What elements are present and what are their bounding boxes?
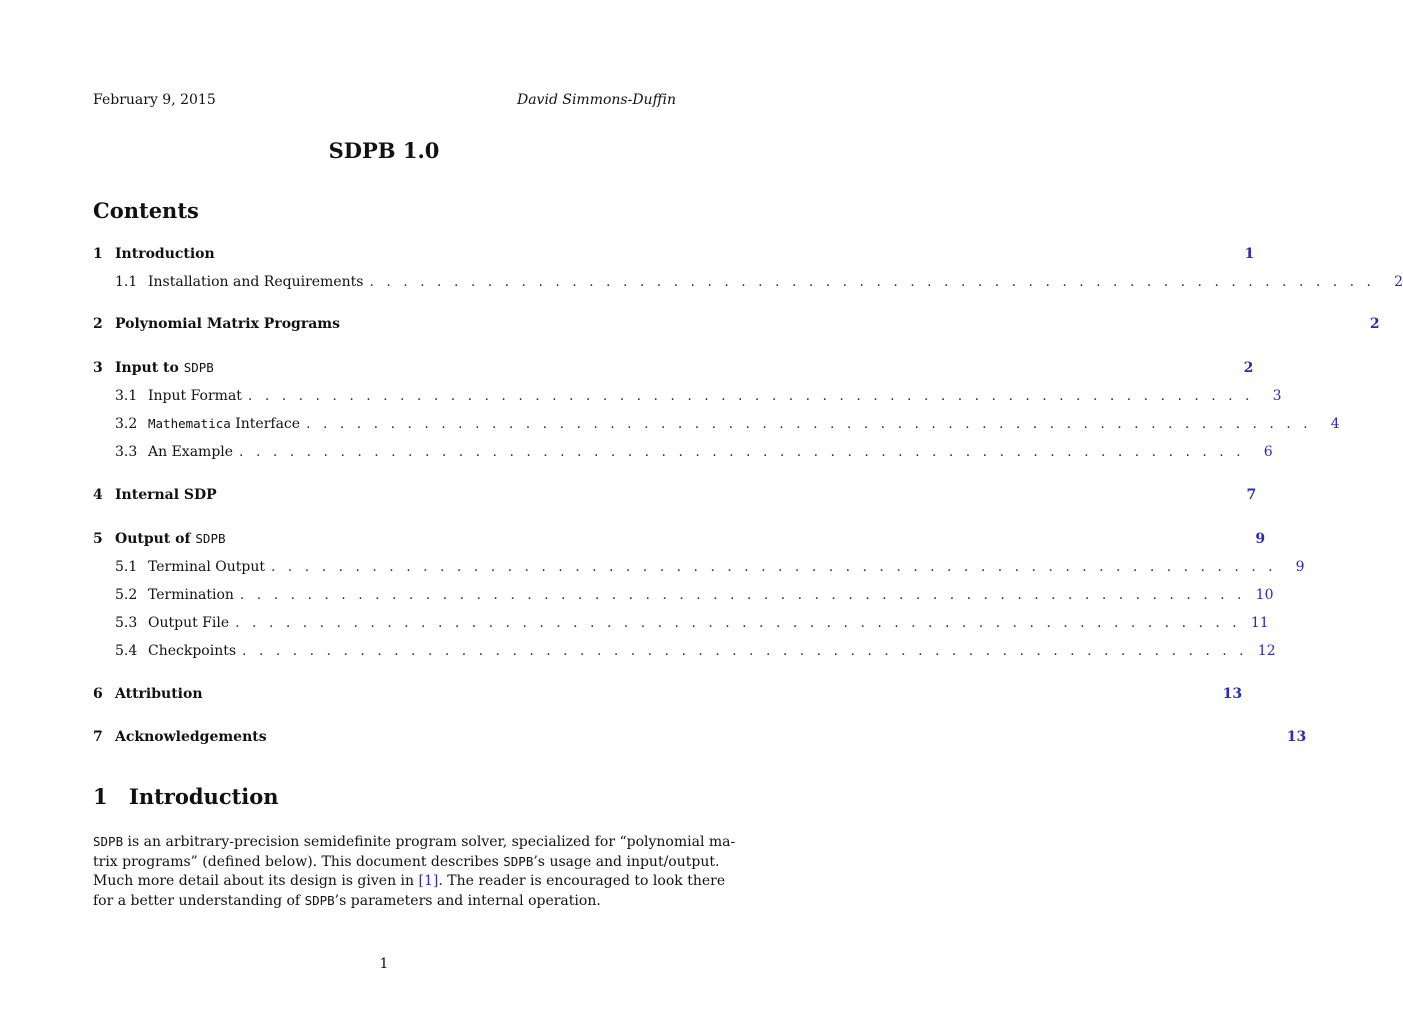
- toc-leader-dots: . . . . . . . . . . . . . . . . . . . . . . . . . . . . . . . . . . . . . . . . . . . . . . . . . . . . . . . . . . . .: [235, 615, 1241, 631]
- paragraph-line: [93, 891, 677, 911]
- contents-heading: Contents: [93, 198, 199, 223]
- toc-title-text: Polynomial Matrix Programs: [115, 316, 340, 332]
- toc-title: [148, 615, 229, 631]
- text-span: trix programs” (defined below). This document describes: [93, 854, 504, 870]
- toc-title-text: Installation and Requirements: [148, 274, 364, 290]
- toc-title-text: Checkpoints: [148, 643, 237, 659]
- toc-number: 3.1: [115, 388, 138, 404]
- toc-title-text: Interface: [230, 416, 301, 432]
- paragraph-line: [93, 852, 720, 872]
- section-number: 1: [93, 784, 108, 809]
- toc-page-link[interactable]: 9: [1295, 559, 1305, 575]
- toc-number: 1.1: [115, 274, 138, 290]
- toc-number: 1: [93, 246, 103, 262]
- toc-title-text: Terminal Output: [148, 559, 265, 575]
- toc-leader-dots: . . . . . . . . . . . . . . . . . . . . . . . . . . . . . . . . . . . . . . . . . . . . . . . . . . . . . . . . . . . .: [239, 587, 1246, 603]
- text-span: is an arbitrary-precision semidefinite program solver, specialized for “polynomial ma-: [123, 834, 736, 850]
- toc-title: [148, 444, 233, 460]
- toc-leader-dots: . . . . . . . . . . . . . . . . . . . . . . . . . . . . . . . . . . . . . . . . . . . . . . . . . . . . . . . . . . . .: [242, 643, 1248, 659]
- toc-title-text: Introduction: [115, 246, 215, 262]
- toc-leader-dots: . . . . . . . . . . . . . . . . . . . . . . . . . . . . . . . . . . . . . . . . . . . . . . . . . . . . . . . . . . . .: [369, 274, 1376, 290]
- toc-entry-5-3[interactable]: [93, 615, 1269, 637]
- page-number: 1: [379, 956, 389, 972]
- toc-title: [148, 587, 234, 603]
- toc-title: [148, 416, 300, 432]
- toc-leader-dots: . . . . . . . . . . . . . . . . . . . . . . . . . . . . . . . . . . . . . . . . . . . . . . . . . . . . . . . . . . . .: [239, 444, 1245, 460]
- header-author: David Simmons-Duffin: [516, 92, 676, 108]
- toc-title-text: Acknowledgements: [115, 729, 267, 745]
- toc-entry-3[interactable]: [93, 360, 1254, 382]
- toc-number: 3.2: [115, 416, 138, 432]
- toc-entry-2[interactable]: [93, 316, 1380, 338]
- toc-title-text: An Example: [148, 444, 234, 460]
- toc-page-link[interactable]: 12: [1257, 643, 1276, 659]
- toc-entry-5-1[interactable]: [93, 559, 1305, 581]
- toc-title: [148, 643, 236, 659]
- toc-leader-dots: . . . . . . . . . . . . . . . . . . . . . . . . . . . . . . . . . . . . . . . . . . . . . . . . . . . . . . . . . . . .: [247, 388, 1254, 404]
- toc-title-mono: Mathematica: [148, 416, 231, 431]
- toc-title-text: Input to: [115, 360, 184, 376]
- citation-link[interactable]: [1]: [418, 873, 439, 889]
- toc-page-link[interactable]: 2: [1369, 316, 1380, 332]
- toc-page-link[interactable]: 2: [1394, 274, 1403, 290]
- toc-number: 6: [93, 686, 103, 702]
- toc-title: [115, 729, 267, 745]
- toc-entry-5-4[interactable]: [93, 643, 1276, 665]
- toc-page-link[interactable]: 3: [1272, 388, 1282, 404]
- toc-entry-3-3[interactable]: [93, 444, 1273, 466]
- toc-title-mono: SDPB: [183, 360, 214, 375]
- toc-entry-1[interactable]: [93, 246, 1255, 268]
- sdpb-mono-text: SDPB: [93, 834, 124, 849]
- section-title: Introduction: [129, 784, 279, 809]
- toc-entry-5-2[interactable]: [93, 587, 1274, 609]
- toc-title-text: Output of: [115, 531, 196, 547]
- toc-title: [115, 360, 214, 376]
- text-span: Much more detail about its design is given in: [93, 873, 419, 889]
- toc-title-text: Termination: [148, 587, 234, 603]
- toc-number: 5.4: [115, 643, 138, 659]
- toc-number: 4: [93, 487, 103, 503]
- toc-number: 5.1: [115, 559, 138, 575]
- toc-title-text: Input Format: [148, 388, 242, 404]
- toc-entry-7[interactable]: [93, 729, 1307, 751]
- intro-paragraph: [93, 832, 736, 911]
- text-span: for a better understanding of: [93, 893, 305, 909]
- paragraph-line: [93, 872, 726, 891]
- toc-title-text: Output File: [148, 615, 230, 631]
- section-heading-introduction: [93, 784, 279, 809]
- document-title: SDPB 1.0: [328, 138, 440, 163]
- toc-entry-6[interactable]: [93, 686, 1243, 708]
- toc-number: 5.2: [115, 587, 138, 603]
- toc-title: [115, 487, 217, 503]
- toc-page-link[interactable]: 10: [1255, 587, 1274, 603]
- toc-leader-dots: . . . . . . . . . . . . . . . . . . . . . . . . . . . . . . . . . . . . . . . . . . . . . . . . . . . . . . . . . . . .: [271, 559, 1277, 575]
- toc-title: [115, 246, 215, 262]
- toc-number: 5: [93, 531, 103, 547]
- toc-title: [148, 388, 242, 404]
- toc-title: [148, 559, 265, 575]
- toc-entry-3-1[interactable]: [93, 388, 1282, 410]
- toc-number: 3.3: [115, 444, 138, 460]
- toc-page-link[interactable]: 4: [1330, 416, 1340, 432]
- toc-title: [148, 274, 363, 290]
- toc-entry-4[interactable]: [93, 487, 1257, 509]
- toc-title: [115, 686, 203, 702]
- toc-page-link[interactable]: 7: [1246, 487, 1257, 503]
- toc-number: 5.3: [115, 615, 138, 631]
- toc-entry-1-1[interactable]: [93, 274, 1403, 296]
- toc-title: [115, 531, 226, 547]
- toc-entry-5[interactable]: [93, 531, 1266, 553]
- paragraph-line: [93, 832, 736, 852]
- sdpb-mono-text: SDPB: [304, 893, 335, 908]
- toc-page-link[interactable]: 11: [1250, 615, 1269, 631]
- text-span: ’s parameters and internal operation.: [334, 893, 601, 909]
- toc-title-mono: SDPB: [195, 531, 226, 546]
- toc-entry-3-2[interactable]: [93, 416, 1340, 438]
- toc-page-link[interactable]: 6: [1263, 444, 1273, 460]
- toc-page-link[interactable]: 1: [1244, 246, 1255, 262]
- toc-page-link[interactable]: 9: [1255, 531, 1266, 547]
- toc-title: [115, 316, 340, 332]
- toc-page-link[interactable]: 13: [1286, 729, 1307, 745]
- toc-number: 3: [93, 360, 103, 376]
- header-date: February 9, 2015: [93, 92, 216, 108]
- text-span: ’s usage and input/output.: [533, 854, 720, 870]
- text-span: . The reader is encouraged to look there: [438, 873, 726, 889]
- toc-page-link[interactable]: 13: [1222, 686, 1243, 702]
- toc-number: 2: [93, 316, 103, 332]
- toc-title-text: Internal SDP: [115, 487, 217, 503]
- toc-number: 7: [93, 729, 103, 745]
- sdpb-mono-text: SDPB: [503, 854, 534, 869]
- toc-title-text: Attribution: [115, 686, 203, 702]
- toc-leader-dots: . . . . . . . . . . . . . . . . . . . . . . . . . . . . . . . . . . . . . . . . . . . . . . . . . . . . . . . . . . . .: [306, 416, 1312, 432]
- toc-page-link[interactable]: 2: [1243, 360, 1254, 376]
